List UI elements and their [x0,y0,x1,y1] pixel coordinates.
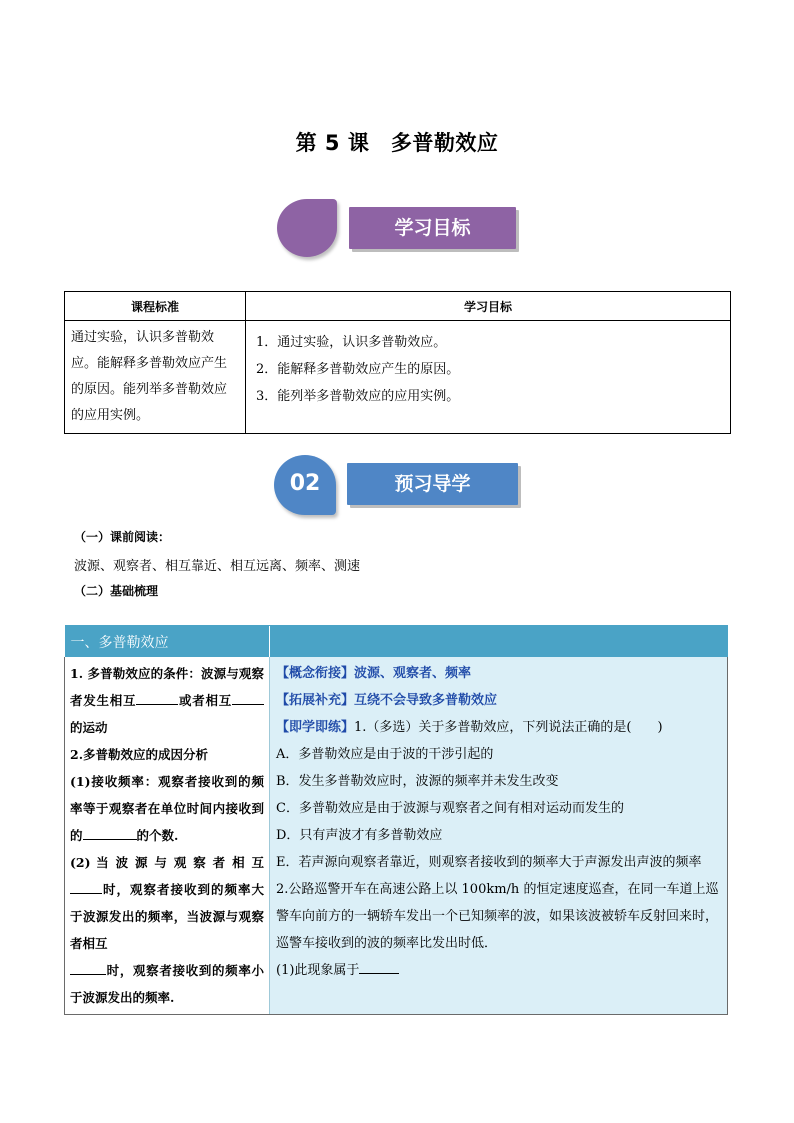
option-b: B．发生多普勒效应时，波源的频率并未发生改变 [276,774,559,789]
concept-link-line [276,660,721,687]
concept-link-tag: 【概念衔接】 [276,666,355,681]
option-e: E．若声源向观察者靠近，则观察者接收到的频率大于声源发出声波的频率 [276,855,702,870]
fill-blank[interactable] [232,690,264,705]
table-header-left: 一、多普勒效应 [65,626,270,658]
list-item: 3．能列举多普勒效应的应用实例。 [256,389,460,404]
fill-blank[interactable] [70,960,106,975]
text-span: 时，观察者接收到的频率小于波源发出的频率. [70,963,264,1005]
text-span: 时，观察者接收到的频率大于波源发出的频率，当波源与观察者相互 [70,882,264,951]
text-span: (2) 当 波 源 与 观 察 者 相 互 [70,855,264,870]
table-header-right [270,626,728,658]
cause-title: 2.多普勒效应的成因分析 [70,747,209,762]
table-header-standard: 课程标准 [65,292,246,321]
text-span: 的运动 [70,720,108,735]
text-span: 或者相互 [178,693,232,708]
practice-question-2: 2.公路巡警开车在高速公路上以 100km/h 的恒定速度巡查，在同一车道上巡警车向前方的一辆轿车发出一个已知频率的波，如果该波被轿车反射回来时，巡警车接收到的波的频率比发出时低． [276,882,719,951]
practice-tag: 【即学即练】 [276,720,355,735]
text-span: 的个数. [136,828,179,843]
basics-heading: （二）基础梳理 [74,584,159,598]
list-item: 2．能解释多普勒效应产生的原因。 [256,362,460,377]
prereading-text: 波源、观察者、相互靠近、相互远离、频率、测速 [74,559,361,574]
practice-question-1 [276,714,721,741]
text-span: (1)接收频率：观察者接收到的频率等于观察者在单位时间内接收到的 [70,774,264,843]
section-label-preview: 预习导学 [347,463,518,505]
extension-line [276,687,721,714]
concept-link-text: 波源、观察者、频率 [354,666,472,681]
section-label-objectives: 学习目标 [349,207,516,249]
fill-blank[interactable] [83,825,137,840]
question-text: 1.（多选）关于多普勒效应，下列说法正确的是( ) [354,720,663,735]
option-a: A．多普勒效应是由于波的干涉引起的 [276,747,494,762]
extension-text: 互绕不会导致多普勒效应 [354,693,498,708]
section-number-badge: 02 [274,455,336,515]
learning-goals-cell [246,321,731,434]
question-2-sub-1 [276,957,721,984]
text-span: 1. 多普勒效应的条件：波源与观察者发生相互 [70,666,264,708]
receive-frequency-paragraph [70,768,264,849]
course-standard-cell: 通过实验，认识多普勒效应。能解释多普勒效应产生的原因。能列举多普勒效应的应用实例。 [65,321,246,434]
relative-motion-paragraph [70,849,264,1011]
text-span: (1)此现象属于 [276,963,360,978]
prereading-heading: （一）课前阅读： [74,530,171,544]
table-header-row [65,626,728,658]
condition-paragraph [70,660,264,741]
fill-blank[interactable] [70,879,102,894]
table-row [65,657,728,1015]
list-item: 1．通过实验，认识多普勒效应。 [256,335,447,350]
fill-blank[interactable] [136,690,178,705]
option-d: D．只有声波才有多普勒效应 [276,828,443,843]
goal-list [256,329,720,410]
fill-blank[interactable] [359,959,399,974]
practice-column [270,657,728,1015]
table-header-goals: 学习目标 [246,292,731,321]
page-title: 第 5 课 多普勒效应 [295,131,499,155]
section-blob-decoration [277,199,337,257]
option-c: C．多普勒效应是由于波源与观察者之间有相对运动而发生的 [276,801,624,816]
objectives-table [64,291,731,434]
table-row [65,321,731,434]
knowledge-column [65,657,270,1015]
table-header-row [65,292,731,321]
main-content-table [64,625,728,1015]
extension-tag: 【拓展补充】 [276,693,355,708]
